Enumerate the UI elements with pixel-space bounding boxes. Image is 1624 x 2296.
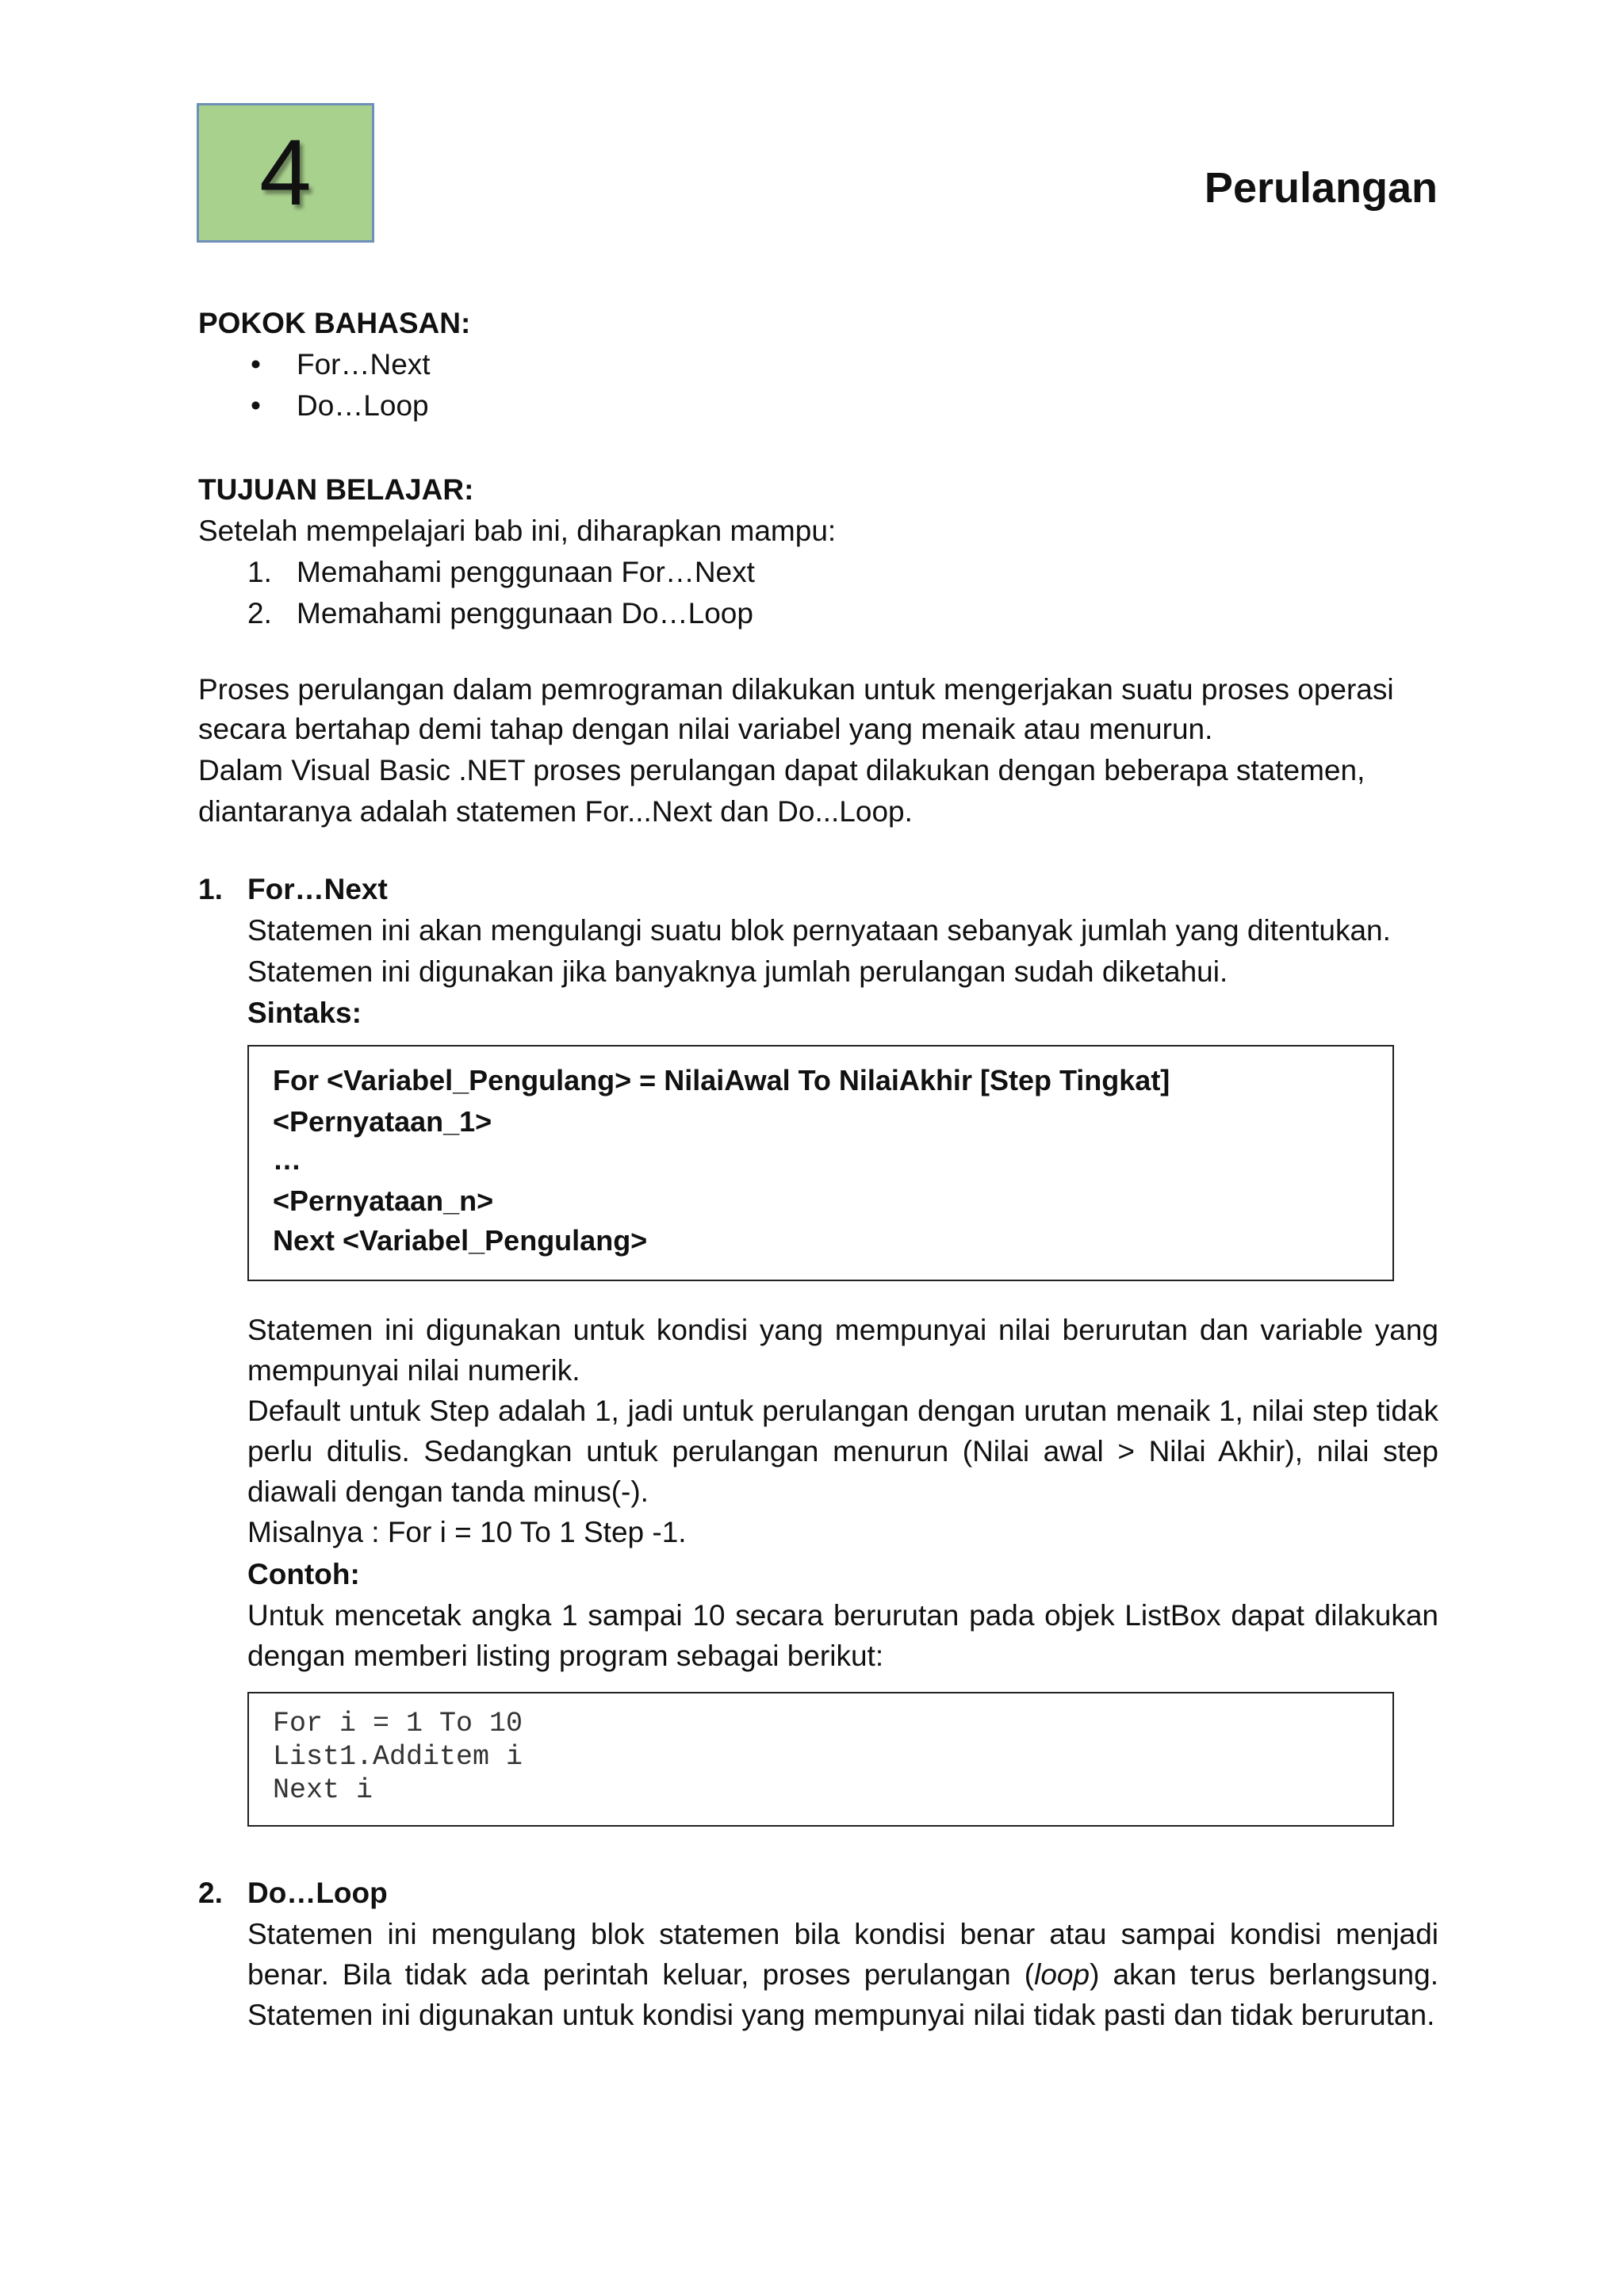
section-paragraph xyxy=(247,1310,1438,1552)
code-box xyxy=(247,1692,1394,1827)
contoh-paragraph: Untuk mencetak angka 1 sampai 10 secara berurutan pada objek ListBox dapat dilakukan dengan memberi listing program sebagai berikut: xyxy=(247,1599,1438,1672)
chapter-title: Perulangan xyxy=(1204,164,1438,212)
section-description: Statemen ini akan mengulangi suatu blok pernyataan sebanyak jumlah yang ditentukan. xyxy=(247,914,1391,947)
syntax-line: Next <Variabel_Pengulang> xyxy=(273,1224,648,1257)
tujuan-item-text: Memahami penggunaan For…Next xyxy=(297,556,755,588)
section-number: 1. xyxy=(198,873,223,905)
code-line: For i = 1 To 10 xyxy=(273,1708,523,1739)
section-paragraph xyxy=(247,1914,1438,2035)
emphasis-text: loop xyxy=(1034,1958,1090,1991)
bullet-icon: • xyxy=(251,389,261,422)
chapter-number: 4 xyxy=(259,121,312,225)
syntax-line: <Pernyataan_1> xyxy=(273,1105,492,1138)
tujuan-heading: TUJUAN BELAJAR: xyxy=(198,473,474,506)
paragraph-text: Default untuk Step adalah 1, jadi untuk perulangan dengan urutan menaik 1, nilai step tidak perlu ditulis. Sedangkan untuk perulangan menurun (Nilai awal > Nilai Akhir), nilai step diawali dengan tanda minus(-). xyxy=(247,1395,1438,1508)
paragraph-text: Statemen ini mengulang blok statemen bila kondisi benar atau sampai kondisi menjadi benar. Bila tidak ada perintah keluar, proses perulangan ( xyxy=(247,1918,1438,1991)
code-line: Next i xyxy=(273,1774,373,1806)
paragraph-text: ) akan terus berlangsung. Statemen ini digunakan untuk kondisi yang mempunyai nilai tidak pasti dan tidak berurutan. xyxy=(247,1958,1438,2031)
pokok-item: For…Next xyxy=(297,348,431,381)
section-title: Do…Loop xyxy=(247,1877,388,1909)
intro-line: diantaranya adalah statemen For...Next dan Do...Loop. xyxy=(198,795,913,828)
tujuan-item-number: 1. xyxy=(247,556,272,588)
bullet-icon: • xyxy=(251,348,261,381)
syntax-line: For <Variabel_Pengulang> = NilaiAwal To NilaiAkhir [Step Tingkat] xyxy=(273,1064,1170,1096)
syntax-line: <Pernyataan_n> xyxy=(273,1184,494,1217)
syntax-box xyxy=(247,1045,1394,1281)
paragraph-text: Misalnya : For i = 10 To 1 Step -1. xyxy=(247,1516,687,1548)
tujuan-item-text: Memahami penggunaan Do…Loop xyxy=(297,597,753,629)
syntax-label: Sintaks: xyxy=(247,997,362,1029)
intro-line: Dalam Visual Basic .NET proses perulangan dapat dilakukan dengan beberapa statemen, xyxy=(198,754,1365,786)
tujuan-item-number: 2. xyxy=(247,597,272,629)
pokok-item: Do…Loop xyxy=(297,389,429,422)
section-number: 2. xyxy=(198,1877,223,1909)
code-line: List1.Additem i xyxy=(273,1741,523,1773)
paragraph-text: Statemen ini digunakan untuk kondisi yang mempunyai nilai berurutan dan variable yang mempunyai nilai numerik. xyxy=(247,1314,1438,1387)
contoh-label: Contoh: xyxy=(247,1558,360,1590)
tujuan-intro: Setelah mempelajari bab ini, diharapkan mampu: xyxy=(198,515,837,547)
intro-line: Proses perulangan dalam pemrograman dilakukan untuk mengerjakan suatu proses operasi xyxy=(198,673,1394,706)
section-description: Statemen ini digunakan jika banyaknya jumlah perulangan sudah diketahui. xyxy=(247,955,1228,988)
chapter-number-box xyxy=(197,103,374,243)
intro-line: secara bertahap demi tahap dengan nilai variabel yang menaik atau menurun. xyxy=(198,713,1213,745)
syntax-line: … xyxy=(273,1143,301,1176)
pokok-heading: POKOK BAHASAN: xyxy=(198,307,471,339)
section-title: For…Next xyxy=(247,873,388,905)
